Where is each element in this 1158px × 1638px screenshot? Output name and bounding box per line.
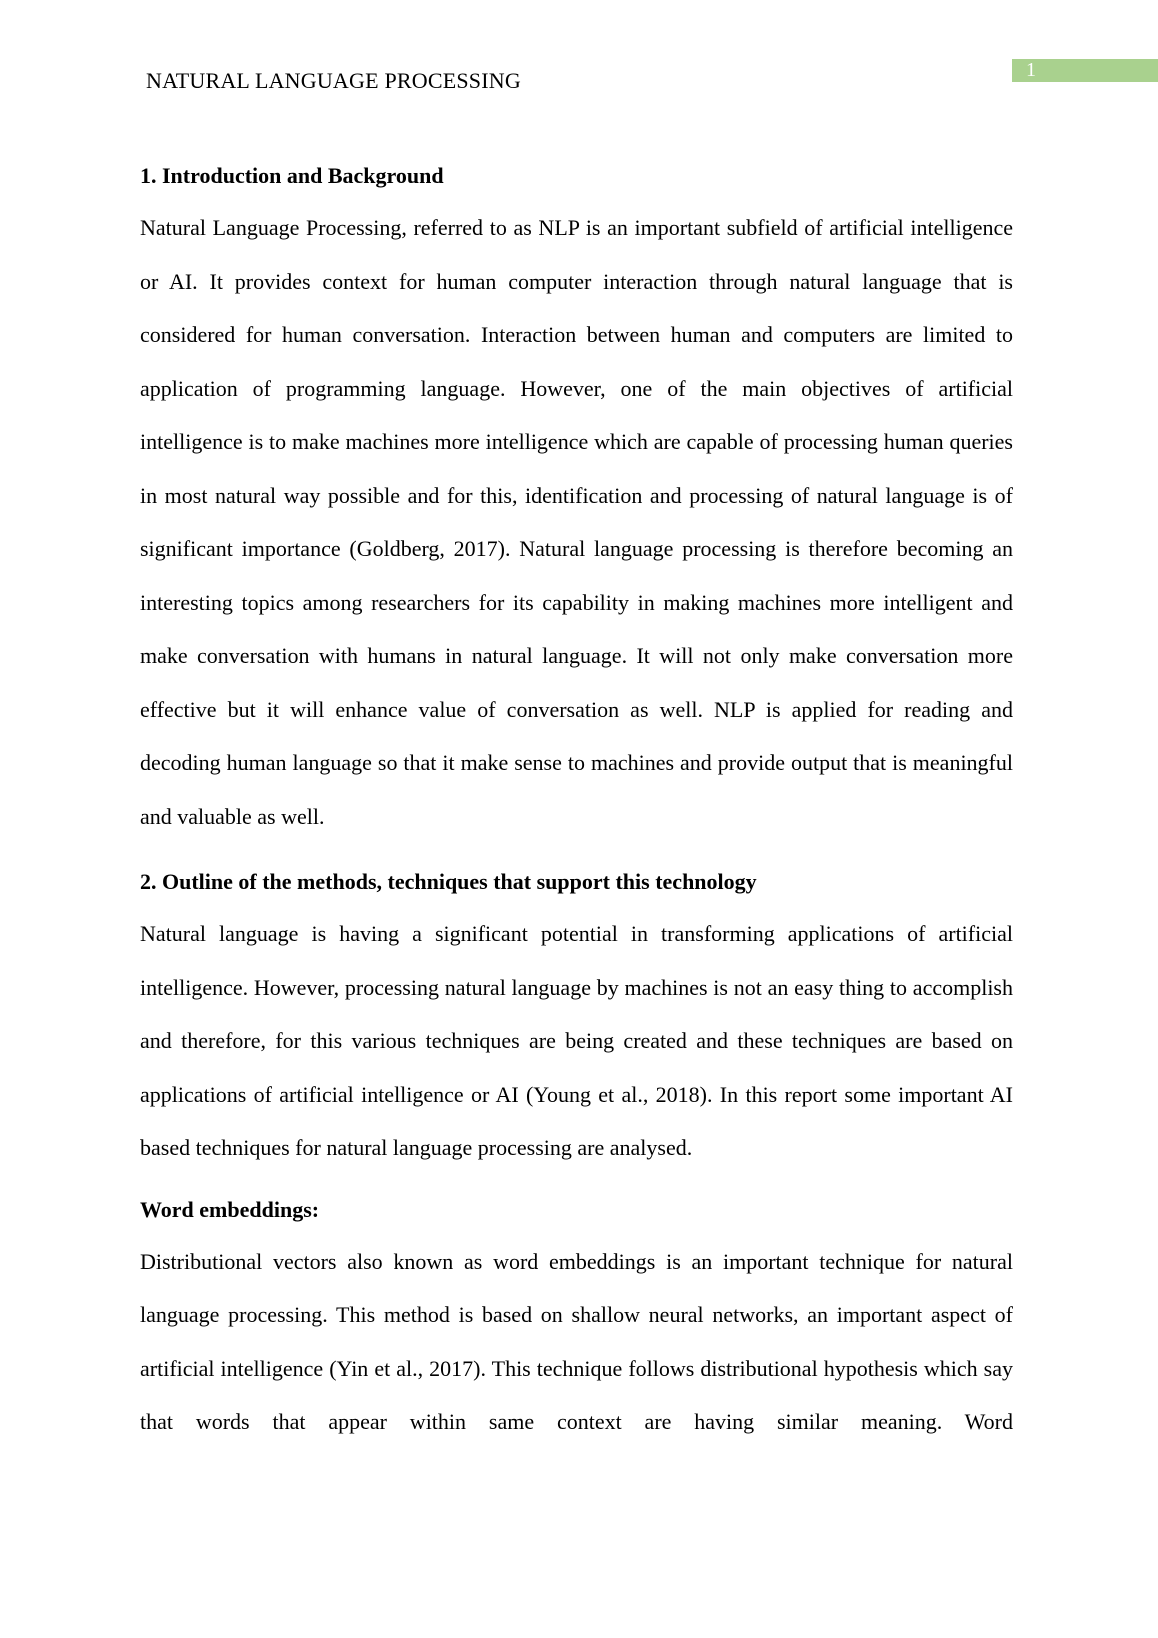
page-number: 1 bbox=[1012, 59, 1158, 82]
subheading-word-embeddings: Word embeddings: bbox=[140, 1196, 320, 1222]
paragraph-introduction: Natural Language Processing, referred to as NLP is an important subfield of artificial intelligence or AI. It provides context for human computer interaction through natural language that is considered for human conversation. Interaction between human and computers are limited to application of programming language. However, one of the main objectives of artificial intelligence is to make machines more intelligence which are capable of processing human queries in most natural way possible and for this, identification and processing of natural language is of significant importance (Goldberg, 2017). Natural language processing is therefore becoming an interesting topics among researchers for its capability in making machines more intelligent and make conversation with humans in natural language. It will not only make conversation more effective but it will enhance value of conversation as well. NLP is applied for reading and decoding human language so that it make sense to machines and provide output that is meaningful and valuable as well. bbox=[140, 215, 1013, 829]
section-heading-introduction: 1. Introduction and Background bbox=[140, 163, 444, 188]
paragraph-outline: Natural language is having a significant potential in transforming applications of artificial intelligence. However, processing natural language by machines is not an easy thing to accomplish and therefore, for this various techniques are being created and these techniques are based on applications of artificial intelligence or AI (Young et al., 2018). In this report some important AI based techniques for natural language processing are analysed. bbox=[140, 921, 1013, 1160]
section-heading-outline: 2. Outline of the methods, techniques that support this technology bbox=[140, 869, 757, 894]
running-head: NATURAL LANGUAGE PROCESSING bbox=[146, 68, 521, 93]
document-body bbox=[140, 158, 1013, 1449]
paragraph-word-embeddings: Distributional vectors also known as word embeddings is an important technique for natural language processing. This method is based on shallow neural networks, an important aspect of artificial intelligence (Yin et al., 2017). This technique follows distributional hypothesis which say that words that appear within same context are having similar meaning. Word bbox=[140, 1248, 1013, 1434]
